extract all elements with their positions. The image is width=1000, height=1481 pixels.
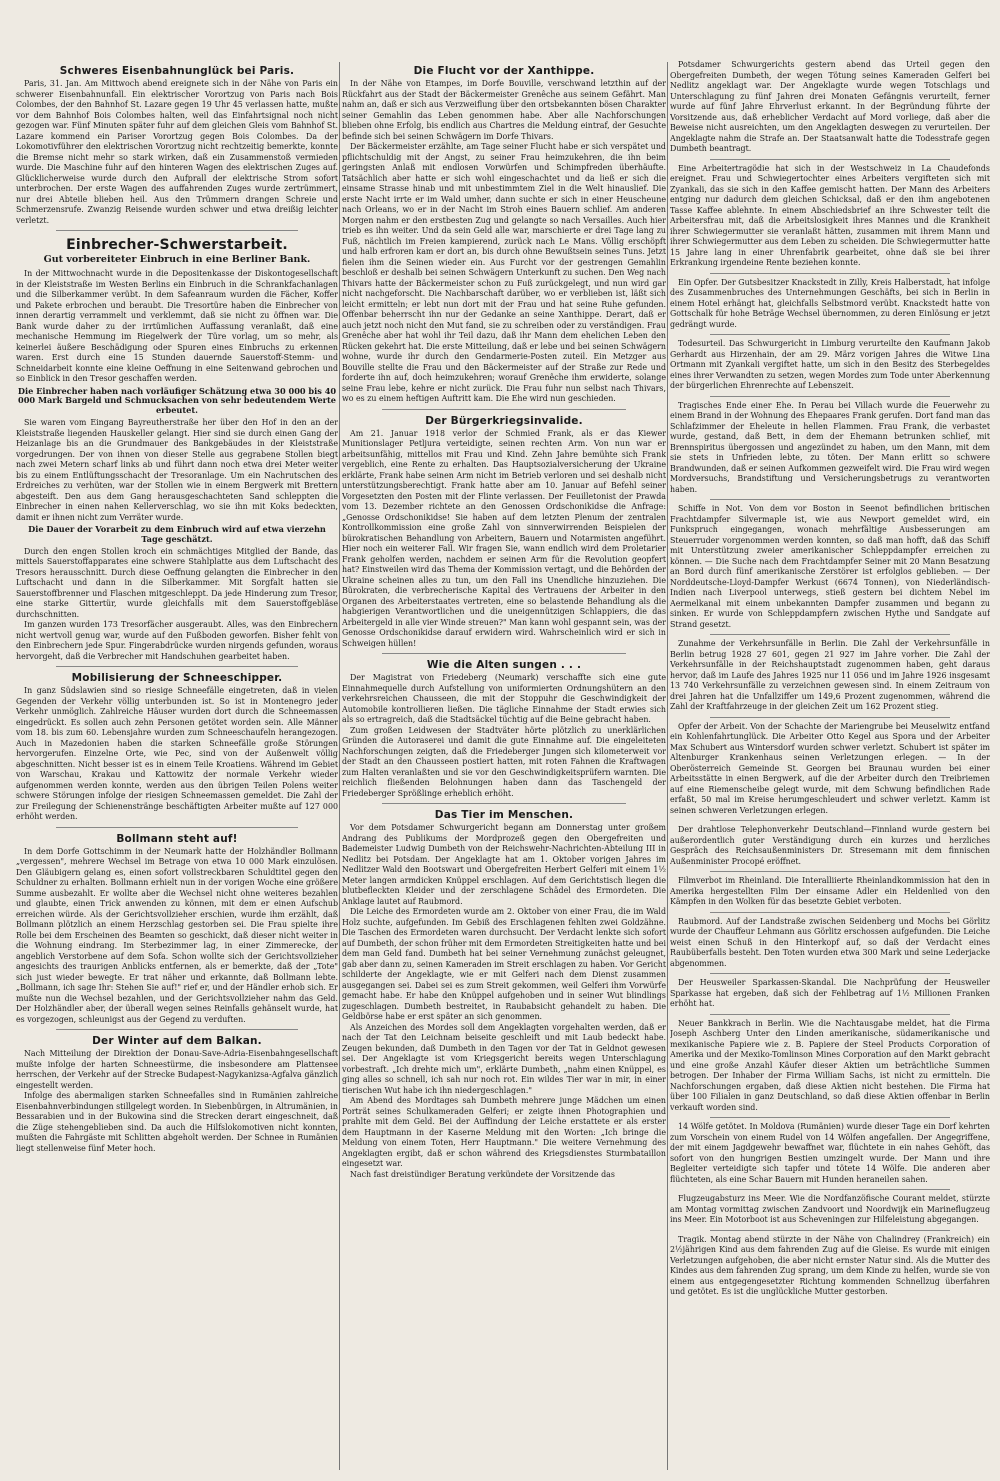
article-separator xyxy=(710,396,950,397)
article xyxy=(670,639,990,713)
article-paragraph: Opfer der Arbeit. Von der Schachte der Mariengrube bei Meuselwitz entfand ein Kohlenfahrtunglück. Die Arbeiter Otto Kegel aus Spora und der Arbeiter Max Schubert aus Wintersdorf wurden schwer verletzt. Schubert ist später im Altenburger Krankenhaus seinen Verletzungen erlegen. — In der Oberösterreich Gemeinde St. Georgen bei Braunau wurden bei einer Arbeitsstätte in einen Bergwerk, auf die der Arbeiter durch den Treibriemen auf eine Riemenscheibe gelegt wurde, mit dem Schwung befindlichen Rade erfaßt, 50 mal im Kreise herumgeschleudert und schwer verletzt. Kamm ist seinen schweren Verletzungen erlegen. xyxy=(670,721,990,815)
column-divider xyxy=(667,62,668,1470)
article xyxy=(16,1035,338,1154)
article-paragraph: Paris, 31. Jan. Am Mittwoch abend ereignete sich in der Nähe von Paris ein schwerer Eisenbahnunfall. Ein elektrischer Vorortzug von Paris nach Bois Colombes, der den Bahnhof St. Lazare gegen 19 Uhr 45 verlassen hatte, mußte vor dem Bahnhof Bois Colombes halten, weil das Einfahrtsignal noch nicht gezogen war. Fünf Minuten später fuhr auf dem gleichen Gleis vom Bahnhof St. Lazare kommend ein Pariser Vorortzug gegen Bois Colombes. Da der Lokomotivführer den elektrischen Vorortzug nicht rechtzeitig bemerkte, konnte die Bremse nicht mehr so stark wirken, daß ein Zusammenstoß vermieden wurde. Die Maschine fuhr auf den hinteren Wagen des elektrischen Zuges auf. Glücklicherweise wurde durch den Aufprall der elektrische Strom sofort unterbrochen. Der erste Wagen des auffahrenden Zuges wurde zertrümmert, nur drei Abteile blieben heil. Aus den Trümmern drangen Schreie und Schmerzensrufe. Zwanzig Reisende wurden schwer und etwa dreißig leichter verletzt. xyxy=(16,79,338,225)
article xyxy=(670,876,990,908)
article-headline: Der Bürgerkriegsinvalide. xyxy=(425,414,583,427)
article-paragraph: In dem Dorfe Gottschimm in der Neumark hatte der Holzhändler Bollmann „vergessen", mehrere Wechsel im Betrage von etwa 10 000 Mark einzulösen. Den Gläubigern gelang es, einen sofort vollstreckbaren Schuldtitel gegen den Schuldner zu erhalten. Bollmann erhielt nun in der vorigen Woche eine größere Summe ausbezahlt. Er wollte aber die Wechsel nicht ohne weiteres bezahlen und glaubte, einen Trick anwenden zu können, mit dem er einen Aufschub erreichen würde. Als der Gerichtsvollzieher erschien, wurde ihm erzählt, daß Bollmann plötzlich an einem Herzschlag gestorben sei. Die Frau spielte ihre Rolle bei dem Erscheinen des Beamten so geschickt, daß dieser nicht weiter in die Wohnung eindrang. Im Sterbezimmer lag, in einer Zimmerecke, der angeblich Verstorbene auf dem Sofa. Schon wollte sich der Gerichtsvollzieher angesichts des traurigen Anblicks entfernen, als er bemerkte, daß der „Tote" sich just wieder bewegte. Er trat näher und erkannte, daß Bollmann lebte. „Bollmann, ich sage Ihr: Stehen Sie auf!" rief er, und der Händler erhob sich. Er mußte nun die Wechsel bezahlen, und der Gerichtsvollzieher nahm das Geld. Der Holzhändler aber, der überall wegen seines Reinfalls gehänselt wurde, hat es vorgezogen, schleunigst aus der Gegend zu verduften. xyxy=(16,846,338,1024)
article-headline: Bollmann steht auf! xyxy=(116,832,238,845)
column-right xyxy=(670,60,990,1472)
article-paragraph: Die Leiche des Ermordeten wurde am 2. Oktober von einer Frau, die im Wald Holz suchte, aufgefunden. Im Gebiß des Erschlagenen fehlten zwei Goldzähne. Die Taschen des Ermordeten waren durchsucht. Der Verdacht lenkte sich sofort auf Dumbeth, der schon früher mit dem Ermordeten Streitigkeiten hatte und bei dem man Geld fand. Dumbeth hat bei seiner Vernehmung zunächst geleugnet, gab aber dann zu, seinen Kameraden im Streit erschlagen zu haben. Vor Gericht schilderte der Angeklagte, wie er mit Gelferi nach dem Dienst zusammen ausgegangen sei. Dabei sei es zum Streit gekommen, weil Gelferi ihm Vorwürfe gemacht habe. Er habe den Knüppel aufgehoben und in seiner Wut blindlings zugeschlagen. Dumbeth bestreitet, in Raubabsicht gehandelt zu haben. Die Geldbörse habe er erst später an sich genommen. xyxy=(342,907,666,1022)
article-separator xyxy=(710,159,950,160)
article-paragraph: Im ganzen wurden 173 Tresorfächer ausgeraubt. Alles, was den Einbrechern nicht wertvoll genug war, wurde auf den Fußboden geworfen. Bisher fehlt von den Einbrechern jede Spur. Fingerabdrücke wurden nirgends gefunden, woraus hervorgeht, daß die Verbrecher mit Handschuhen gearbeitet haben. xyxy=(16,620,338,661)
article xyxy=(670,60,990,155)
article xyxy=(342,659,666,799)
article-separator xyxy=(382,409,626,410)
article-paragraph: Vor dem Potsdamer Schwurgericht begann am Donnerstag unter großem Andrang des Publikums der Mordprozeß gegen den Obergefreiten und Bademeister Ludwig Dumbeth von der Reichswehr-Nachrichten-Abteilung III in Nedlitz bei Potsdam. Der Angeklagte hat am 1. Oktober vorigen Jahres im Nedlitzer Wald den Bootswart und Obergefreiten Herbert Gelferi mit einem 1½ Meter langen armdicken Knüppel erschlagen. Auf dem Gerichtstisch liegen die blutbefleckten Kleider und der zerschlagene Schädel des Ermordeten. Die Anklage lautet auf Raubmord. xyxy=(342,823,666,906)
article xyxy=(342,809,666,1180)
article-separator xyxy=(710,273,950,274)
article-paragraph: In ganz Südslawien sind so riesige Schneefälle eingetreten, daß in vielen Gegenden der Verkehr völlig unterbunden ist. So ist in Montenegro jeder Verkehr unmöglich. Zahlreiche Häuser wurden dort durch die Schneemassen eingedrückt. Es sollen auch zehn Personen getötet worden sein. Alle Männer vom 18. bis zum 60. Lebensjahre wurden zum Schneeschaufeln herangezogen. Auch in Mazedonien haben die starken Schneefälle große Störungen hervorgerufen. Einzelne Orte, wie Pec, sind von der Außenwelt völlig abgeschnitten. Nicht besser ist es in einem Teile Kroatiens. Während im Gebiet von Warschau, Krakau und Kattowitz der normale Verkehr wieder aufgenommen werden konnte, werden aus den übrigen Teilen Polens weiter schwere Störungen infolge der riesigen Schneemassen gemeldet. Die Zahl der zur Freilegung der Schienenstränge beschäftigten Arbeiter mußte auf 127 000 erhöht werden. xyxy=(16,686,338,822)
article-paragraph: Potsdamer Schwurgerichts gestern abend das Urteil gegen den Obergefreiten Dumbeth, der wegen Tötung seines Kameraden Gelferi bei Nedlitz angeklagt war. Der Angeklagte wurde wegen Totschlags und Unterschlagung zu fünf Jahren drei Monaten Gefängnis verurteilt, ferner wurde auf fünf Jahre Ehrverlust erkannt. In der Begründung führte der Vorsitzende aus, daß erheblicher Verdacht auf Mord vorliege, daß aber die Beweise nicht ausreichten, um den Angeklagten deswegen zu verurteilen. Der Angeklagte nahm die Strafe an. Der Staatsanwalt hatte die Todesstrafe gegen Dumbeth beantragt. xyxy=(670,60,990,153)
article-separator xyxy=(56,1029,298,1030)
article-separator xyxy=(710,820,950,821)
article-paragraph: Eine Arbeitertragödie hat sich in der Westschweiz in La Chaudefonds ereignet. Frau und Schwiegertochter eines Arbeiters vergifteten sich mit Zyankali, das sie sich in den Kaffee gemischt hatten. Der Mann des Arbeiters entging nur dadurch dem gleichen Schicksal, daß er den ihm angebotenen Tasse Kaffee ablehnte. In einem Abschiedsbrief an ihre Schwester teilt die Arbeitersfrau mit, daß die Arbeitslosigkeit ihres Mannes und die Krankheit ihrer Schwiegermutter sie veranlaßt hätten, zusammen mit ihrem Mann und ihrer Schwiegermutter aus dem Leben zu scheiden. Die Schwiegermutter hatte 15 Jahre lang in einer Uhrenfabrik gearbeitet, ohne daß sie bei ihrer Erkrankung irgendeine Rente beziehen konnte. xyxy=(670,163,990,267)
article-paragraph: 14 Wölfe getötet. In Moldova (Rumänien) wurde dieser Tage ein Dorf kehrten zum Vorschein von einem Rudel von 14 Wölfen angefallen. Der Angegriffene, der mit einem Jagdgewehr bewaffnet war, flüchtete in ein nahes Gehöft, das sofort von den hungrigen Bestien umzingelt wurde. Der Mann und ihre Begleiter verteidigte sich tapfer und tötete 14 Wölfe. Die anderen aber flüchteten, als eine Schar Bauern mit Hunden heraneilen sahen. xyxy=(670,1122,990,1184)
article-paragraph: Der Heusweiler Sparkassen-Skandal. Die Nachprüfung der Heusweiler Sparkasse hat ergeben, daß sich der Fehlbetrag auf 1½ Millionen Franken erhöht hat. xyxy=(670,978,990,1008)
article-paragraph: Der drahtlose Telephonverkehr Deutschland—Finnland wurde gestern bei außerordentlich guter Verständigung durch ein kurzes und herzliches Gespräch des Reichsaußenministers Dr. Stresemann mit dem finnischen Außenminister Procopé eröffnet. xyxy=(670,825,990,866)
article-paragraph: Neuer Bankkrach in Berlin. Wie die Nachtausgabe meldet, hat die Firma Joseph Aschberg Unter den Linden amerikanische, südamerikanische und mexikanische Papiere wie z. B. Papiere der Steel Products Corporation of Amerika und der Mexiko-Tomlinson Mines Corporation auf den Markt gebracht und eine große Anzahl Käufer dieser Aktien um beträchtliche Summen betrogen. Der Inhaber der Firma William Sachs, ist nicht zu ermitteln. Die Nachforschungen ergaben, daß diese Aktien nicht bestehen. Die Firma hat über 100 Filialen in ganz Deutschland, so daß diese Aktien offenbar in Berlin verkauft worden sind. xyxy=(670,1018,990,1112)
article-paragraph: Der Bäckermeister erzählte, am Tage seiner Flucht habe er sich verspätet und pflichtschuldig mit der Angst, zu seiner Frau heimzukehren, die ihn beim geringsten Anlaß mit endlosen Vorwürfen und Schimpfreden überhäufte. Tatsächlich aber hatte er sich wohl eingeschachtet und da ließ er sich die einsame Strasse hinab und mit unbestimmtem Ziel in die Welt hinauslief. Die erste Nacht irrte er im Wald umher, dann suchte er sich in einer Heuscheune nach Orleans, wo er in der Nacht im Stroh eines Bauern schlief. Am anderen Morgen nahm er den erstbesten Zug und gelangte so nach Versailles. Auch hier trieb es ihn weiter. Und da sein Geld alle war, marschierte er drei Tage lang zu Fuß, nächtlich im Freien kampierend, zurück nach Le Mans. Völlig erschöpft und halb erfroren kam er dort an, bis durch ohne Bewußtsein seines Tuns. Jetzt fielen ihm die Seinen wieder ein. Aus Furcht vor der gestrengen Gemahlin beschloß er deshalb bei seinen Schwägern Unterkunft zu suchen. Den Weg nach Thivars hatte der Bäckermeister schon zu Fuß zurückgelegt, und nun wird gar nicht nachgeforscht. Die Nachbarschaft darüber, wo er verblieben ist, läßt sich leicht ermitteln; er lebt nun dort mit der Frau und hat seine Ruhe gefunden. Offenbar beherrscht ihn nur der Gedanke an seine Xanthippe. Derart, daß er auch jetzt noch nicht den Mut fand, sie zu schreiben oder zu verständigen. Frau Grenêche aber hat wohl ihr Teil dazu, daß ihr Mann dem ehelichen Leben den Rücken gekehrt hat. Die erste Mitteilung, daß er lebe und bei seinen Schwägern wohne, wurde ihr durch den Gendarmerie-Posten zuteil. Ein Metzger aus Bouville stellte die Frau und den Bäckermeister auf der Straße zur Rede und forderte ihn auf, doch heimzukehren; worauf Grenêche ihm erwiderte, solange seine Frau lebe, kehre er nicht zurück. Die Frau fuhr nun selbst nach Thivars, wo es zu einem heftigen Auftritt kam. Die Ehe wird nun geschieden. xyxy=(342,142,666,404)
article-paragraph: Infolge des abermaligen starken Schneefalles sind in Rumänien zahlreiche Eisenbahnverbindungen stillgelegt worden. In Siebenbürgen, in Altrumänien, in Bessarabien und in der Bukowina sind die Strecken derart eingeschneit, daß die Züge stehengeblieben sind. Da auch die Hilfslokomotiven nicht konnten, mußten die Fahrgäste mit Schlitten abgeholt werden. Der Schnee in Rumänien liegt stellenweise fünf Meter hoch. xyxy=(16,1091,338,1153)
article-separator xyxy=(710,871,950,872)
article xyxy=(670,339,990,392)
article-paragraph: Ein Opfer. Der Gutsbesitzer Knackstedt in Zilly, Kreis Halberstadt, hat infolge des Zusammenbruches des Unternehmungen Geschäfts, bei sich in Berlin in einem Hotel erhängt hat, gleichfalls Selbstmord verübt. Knackstedt hatte von Gottschalk für hohe Beträge Wechsel übernommen, zu deren Einlösung er jetzt gedrängt wurde. xyxy=(670,277,990,329)
article xyxy=(670,401,990,496)
article-separator xyxy=(710,717,950,718)
article xyxy=(670,1019,990,1114)
article-separator xyxy=(710,1189,950,1190)
article xyxy=(342,65,666,405)
article-paragraph: Nach Mitteilung der Direktion der Donau-Save-Adria-Eisenbahngesellschaft mußte infolge der harten Schneestürme, die insbesondere am Plattensee herrschen, der Verkehr auf der Strecke Budapest-Nagykanizsa-Agfalva gänzlich eingestellt werden. xyxy=(16,1049,338,1090)
article-separator xyxy=(710,334,950,335)
article xyxy=(16,672,338,823)
article xyxy=(670,1194,990,1226)
article-highlight: Die Dauer der Vorarbeit zu dem Einbruch wird auf etwa vierzehn Tage geschätzt. xyxy=(28,524,326,544)
article xyxy=(670,978,990,1010)
article-paragraph: Nach fast dreistündiger Beratung verkündete der Vorsitzende das xyxy=(350,1169,615,1179)
article-paragraph: In der Mittwochnacht wurde in die Depositenkasse der Diskontogesellschaft in der Kleiststraße im Westen Berlins ein Einbruch in die Schrankfachanlagen und die Silberkammer verübt. In dem Safeanraum wurden die Fächer, Koffer und Pakete erbrochen und beraubt. Die Tresortüre haben die Einbrecher von innen derartig verrammelt und verklemmt, daß sie nicht zu öffnen war. Die Bank wurde daher zu der irrtümlichen Auffassung veranlaßt, daß eine mechanische Hemmung im Riegelwerk der Türe vorlag, um so mehr, als keinerlei äußere Beschädigung oder Spuren eines Einbruchs zu erkennen waren. Erst durch eine 15 Stunden dauernde Sauerstoff-Stemm- und Schneidarbeit konnte eine kleine Oeffnung in eine Seitenwand gebrochen und so Einblick in den Tresor geschaffen werden. xyxy=(16,269,338,384)
article-paragraph: Tragisches Ende einer Ehe. In Perau bei Villach wurde die Feuerwehr zu einem Brand in der Wohnung des Ehepaares Frank gerufen. Dort fand man das Schlafzimmer der Eheleute in hellen Flammen. Frau Frank, die verbastet wurde, gestand, daß Bett, in dem der Ehemann betrunken schlief, mit Brennspiritus übergossen und angezündet zu haben, um den Mann, mit dem sie stets in Unfrieden lebte, zu töten. Der Mann erlitt so schwere Brandwunden, daß er seinen Aufkommen gezweifelt wird. Die Frau wird wegen Mordversuchs, Brandstiftung und Versicherungsbetrugs zu verantworten haben. xyxy=(670,400,990,494)
article-headline: Wie die Alten sungen . . . xyxy=(426,659,582,672)
article-separator xyxy=(56,666,298,667)
article xyxy=(16,65,338,226)
article-separator xyxy=(710,499,950,500)
article-separator xyxy=(710,1230,950,1231)
article-paragraph: Durch den engen Stollen kroch ein schmächtiges Mitglied der Bande, das mittels Sauerstoffapparates eine schwere Stahlplatte aus dem Luftschacht des Tresors herausschnitt. Durch diese Oeffnung gelangten die Einbrecher in den Luftschacht und dann in die Silberkammer. Mit Sorgfalt hatten sie Sauerstoffbrenner und Flaschen mitgeschleppt. Da jede Hinderung zum Tresor, eine starke Gittertür, wurde gleichfalls mit dem Sauerstoffgebläse durchschnitten. xyxy=(16,546,338,619)
article-separator xyxy=(710,634,950,635)
article-subhead: Gut vorbereiteter Einbruch in eine Berliner Bank. xyxy=(43,254,311,266)
column-left xyxy=(16,60,338,1472)
article-headline: Die Flucht vor der Xanthippe. xyxy=(413,65,595,77)
article-separator xyxy=(710,912,950,913)
article xyxy=(670,504,990,630)
article-paragraph: Sie waren vom Eingang Bayreutherstraße her über den Hof in den an der Kleiststraße liegenden Hauskeller gelangt. Hier sind sie durch einen Gang der Heizanlage bis an die Grundmauer des Bankgebäudes in der Kleiststraße vorgedrungen. Der von ihnen von dieser Stelle aus gegrabene Stollen biegt nach zwei Metern scharf links ab und führt dann noch etwa drei Meter weiter bis zu einem Entlüftungsschacht der Tresoranlage. Um ein Nachrutschen des Erdreiches zu verhüten, war der Stollen wie in einem Bergwerk mit Brettern abgesteift. Den aus dem Gang herausgeschachteten Sand schleppten die Einbrecher in einen nahen Kellerverschlag, wo sie ihn mit Koks bedeckten, damit er ihnen nicht zum Verräter wurde. xyxy=(16,418,338,522)
article-headline: Der Winter auf dem Balkan. xyxy=(92,1035,262,1048)
article-separator xyxy=(382,803,626,804)
article xyxy=(670,1235,990,1298)
article-paragraph: Als Anzeichen des Mordes soll dem Angeklagten vorgehalten werden, daß er nach der Tat den Leichnam beiseite geschleift und mit Laub bedeckt habe. Zeugen bekunden, daß Dumbeth in den Tagen vor der Tat in Geldnot gewesen sei. Der Angeklagte ist vom Kriegsgericht bereits wegen Unterschlagung vorbestraft. „Ich drehte mich um", erklärte Dumbeth, „nahm einen Knüppel, es ging alles so schnell, ich sah nur noch rot. Ein wildes Tier war in mir, in einer tierischen Wut habe ich ihn niedergeschlagen." xyxy=(342,1022,666,1095)
article xyxy=(670,164,990,269)
article xyxy=(670,278,990,331)
article-separator xyxy=(56,230,298,231)
article-paragraph: Filmverbot im Rheinland. Die Interalliierte Rheinlandkommission hat den in Amerika hergestellten Film Der einsame Adler ein Heldenlied von den Kämpfen in den Wolken für das besetzte Gebiet verboten. xyxy=(670,876,990,906)
article-paragraph: Am Abend des Mordtages sah Dumbeth mehrere junge Mädchen um einen Porträt seines Schulkameraden Gelferi; er zeigte ihnen Photographien und prahlte mit dem Geld. Bei der Auffindung der Leiche erstattete er als erster dem Hauptmann in der Kaserne Meldung mit den Worten: „Ich bringe die Meldung von einem Toten, Herr Hauptmann." Die weitere Vernehmung des Angeklagten ergibt, daß er schon während des Kriegsdienstes Sturmbataillon eingesetzt war. xyxy=(342,1096,666,1169)
article xyxy=(342,415,666,650)
article-paragraph: Zunahme der Verkehrsunfälle in Berlin. Die Zahl der Verkehrsunfälle in Berlin betrug 1928 27 601, gegen 21 927 im Jahre vorher. Die Zahl der Verkehrsunfälle in der Reichshauptstadt zugenommen haben, geht daraus hervor, daß im Laufe des Jahres 1925 nur 11 056 und im Jahre 1926 insgesamt 13 740 Verkehrsunfälle zu verzeichnen gewesen sind. In einem Zeitraum von drei Jahren hat die Unfallziffer um 149,6 Prozent zugenommen, während die Zahl der Kraftfahrzeuge in der gleichen Zeit um 162 Prozent stieg. xyxy=(670,639,990,711)
article-headline: Schweres Eisenbahnunglück bei Paris. xyxy=(59,65,295,77)
article xyxy=(16,237,338,662)
column-middle xyxy=(342,60,666,1472)
article xyxy=(670,1122,990,1185)
article-paragraph: Schiffe in Not. Von dem vor Boston in Seenot befindlichen britischen Frachtdampfer Silvermaple ist, wie aus Newport gemeldet wird, ein Funkspruch eingegangen, wonach mehrfältige Ausbesserungen am Steuerruder vorgenommen werden konnten, so daß man hofft, daß das Schiff mit Unterstützung zweier amerikanischer Schleppdampfer erreichen zu können. — Die Suche nach dem Frachtdampfer Seiner mit 20 Mann Besatzung an Bord durch fünf amerikanische Zerstörer ist erfolglos geblieben. — Der Norddeutsche-Lloyd-Dampfer Werkust (6674 Tonnen), von Niederländisch-Indien nach Liverpool unterwegs, stieß gestern bei dichtem Nebel im Aermelkanal mit einem unbekannten Dampfer zusammen und begann zu sinken. Er wurde von Schleppdampfern zwischen Hythe und Sandgate auf Strand gesetzt. xyxy=(670,504,990,629)
article-paragraph: Raubmord. Auf der Landstraße zwischen Seidenberg und Mochs bei Görlitz wurde der Chauffeur Lehmann aus Görlitz erschossen aufgefunden. Die Leiche weist einen Schuß in den Hinterkopf auf, so daß der Verdacht eines Raubüberfalls besteht. Den Toten wurden etwa 300 Mark und seine Lederjacke abgenommen. xyxy=(670,916,990,968)
article-paragraph: Zum großen Leidwesen der Stadtväter hörte plötzlich zu unerklärlichen Gründen die Autoraserei und damit die gute Einnahme auf. Die eingeleiteten Nachforschungen zeigten, daß die Friedeberger Jungen sich kilometerweit vor der Stadt an den Chausseen postiert hatten, mit roten Fahnen die Kraftwagen zum Halten veranlaßten und sie vor den Geschwindigkeitsprüfern warnten. Die reichlich fließenden Belohnungen haben dann das Taschengeld der Friedeberger Sprößlinge erheblich erhöht. xyxy=(342,725,666,798)
article-paragraph: Todesurteil. Das Schwurgericht in Limburg verurteilte den Kaufmann Jakob Gerhardt aus Hirzenhain, der am 29. März vorigen Jahres die Witwe Lina Ortmann mit Zyankali vergiftet hatte, um sich in den Besitz des Sterbegeldes eines ihrer Verwandten zu setzen, wegen Mordes zum Tode unter Aberkennung der bürgerlichen Ehrenrechte auf Lebenszeit. xyxy=(670,339,990,390)
article xyxy=(670,722,990,817)
article-headline: Das Tier im Menschen. xyxy=(434,809,574,822)
article-highlight: Die Einbrecher haben nach vorläufiger Schätzung etwa 30 000 bis 40 000 Mark Bargeld und Schmucksachen von sehr bedeutendem Werte erbeutet. xyxy=(17,385,337,416)
column-divider xyxy=(339,62,340,1470)
article-headline: Einbrecher-Schwerstarbeit. xyxy=(66,237,288,254)
article xyxy=(16,833,338,1026)
article xyxy=(670,917,990,970)
article-separator xyxy=(710,1117,950,1118)
article-paragraph: In der Nähe von Etampes, im Dorfe Bouville, verschwand letzthin auf der Rückfahrt aus der Stadt der Bäckermeister Grenêche aus seinem Gefährt. Man nahm an, daß er sich aus Verzweiflung über den ortsbekannten bösen Charakter seiner Gemahlin das Leben genommen habe. Aber alle Nachforschungen blieben ohne Erfolg, bis endlich aus Chartres die Meldung eintraf, der Gesuchte befinde sich bei seinen Schwägern im Dorfe Thivars. xyxy=(342,79,666,141)
article xyxy=(670,825,990,867)
article-separator xyxy=(710,1014,950,1015)
article-paragraph: Am 21. Januar 1918 verlor der Schmied Frank, als er das Kiewer Munitionslager Petljura verteidigte, seinen rechten Arm. Von nun war er arbeitsunfähig, mittellos mit Frau und Kind. Zehn Jahre bemühte sich Frank vergeblich, eine Rente zu erhalten. Das Hauptsozialversicherung der Ukraine erklärte, Frank habe seinen Arm nicht im Betrieb verloren und sei deshalb nicht unterstützungsberechtigt. Frank hatte aber am 10. Januar auf Befehl seiner Vorgesetzten den Posten mit der Flinte verlassen. Der Feuilletonist der Prawda vom 13. Dezember richtete an den Genossen Ordschonikidse die Anfrage: „Genosse Ordschonikidse! Sie haben auf dem letzten Plenum der zentralen Kontrollkommission eine große Zahl von sinnverwirrenden Beispielen der bürokratischen Behandlung von Arbeitern, Bauern und Notarmisten angeführt. Hier noch ein weiterer Fall. Wir fragen Sie, wann endlich wird dem Proletarier Frank geholfen werden, nachdem er seinen Arm für die Revolution geopfert hat? Einstweilen wird das Thema der Kommission vertagt, und die Behörden der Ukraine scheinen alles zu tun, um den Fall ins Unendliche hinzuziehen. Die Bürokraten, die verbrecherische Kapital des Vertrauens der Arbeiter in den Organen des Arbeiterstaates vertreten, eine so belastende Behandlung als die habgierigen Verantwortlichen und die uneigennützigen Schlappiers, die das Arbeitergeld in alle vier Winde streuen?" Man kann wohl gespannt sein, was der Genosse Ordschonikidse darauf erwidern wird. Wahrscheinlich wird er sich in Schweigen hüllen! xyxy=(342,428,666,648)
article-separator xyxy=(382,653,626,654)
article-paragraph: Flugzeugabsturz ins Meer. Wie die Nordfanzöfische Courant meldet, stürzte am Montag vormittag zwischen Zandvoort und Noordwijk ein Marineflugzeug ins Meer. Ein Motorboot ist aus Scheveningen zur Hilfeleistung abgegangen. xyxy=(670,1194,990,1224)
article-headline: Mobilisierung der Schneeschipper. xyxy=(71,672,283,685)
article-separator xyxy=(56,827,298,828)
article-separator xyxy=(710,973,950,974)
article-paragraph: Tragik. Montag abend stürzte in der Nähe von Chalindrey (Frankreich) ein 2½jährigen Kind aus dem fahrenden Zug auf die Gleise. Es wurde mit einigen Verletzungen aufgehoben, die aber nicht ernster Natur sind. Als die Mutter des Kindes aus dem fahrenden Zug sprang, um dem Kinde zu helfen, wurde sie von einem aus entgegengesetzter Richtung kommenden Schnellzug überfahren und getötet. Es ist die unglückliche Mutter gestorben. xyxy=(670,1234,990,1296)
article-paragraph: Der Magistrat von Friedeberg (Neumark) verschaffte sich eine gute Einnahmequelle durch Aufstellung von uniformierten Ordnungshütern an den verkehrsreichen Chausseen, die mit der Stoppuhr die Geschwindigkeit der Automobile kontrollieren ließen. Die tägliche Einnahme der Stadt erwies sich als so ertragreich, daß die Stadtsäckel tüchtig auf die Beine gebracht haben. xyxy=(342,673,666,725)
